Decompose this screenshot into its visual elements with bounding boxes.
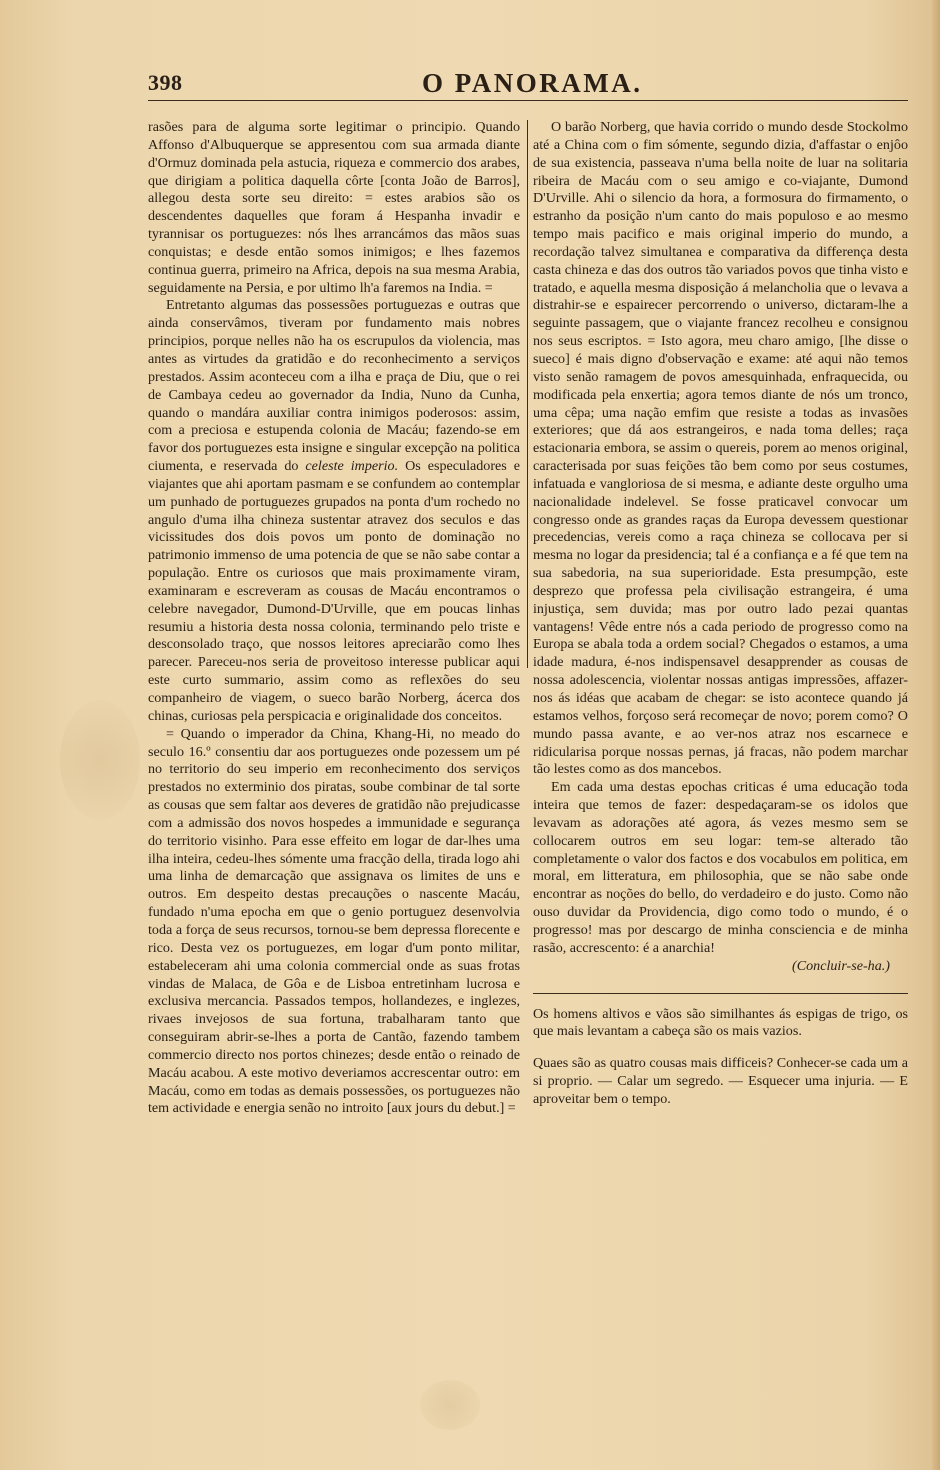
italic-phrase: celeste imperio. [305, 458, 399, 475]
column-divider [527, 120, 528, 668]
paragraph-text: Os especuladores e viajantes que ahi aportam pasmam e se confundem ao contemplar um punhado de portuguezes grupados na ponta d'um rochedo no angulo d'uma ilha chineza sustentar atravez dos seculos e das vicissitudes dos dois povos um ponto de dominação no patrimonio immenso de uma potencia de que se não sabe contar a população. Entre os curiosos que mais proximamente viram, examinaram e escreveram as cousas de Macáu encontramos o celebre navegador, Dumond-D'Urville, que em poucas linhas resumiu a historia desta nossa colonia, terminando pelo triste e desconsolado traço, que nossos leitores apreciarão como lhes parecer. Pareceu-nos seria de proveitoso interesse publicar aqui este curto summario, assim como as reflexões do seu companheiro de viagem, o sueco barão Norberg, ácerca dos chinas, curiosas pela perspicacia e originalidade dos conceitos. [148, 458, 520, 724]
paragraph [148, 297, 520, 725]
paragraph: O barão Norberg, que havia corrido o mundo desde Stockolmo até a China com o fim sómente, segundo dizia, d'affastar o enjôo de sua existencia, passeava n'uma bella noite de luar na solitaria ribeira de Macáu com o seu amigo e co-viajante, Dumond D'Urville. Ahi o silencio da hora, a formosura do firmamento, o estranho da posição n'um canto do mais populoso e ao mesmo tempo mais pacifico e mais original imperio do mundo, a recordação talvez simultanea e comparativa da differença desta casta chineza e das dos outros tão variados povos que tinha visto e tratado, e aquella mesma disposição á melancholia que o levava a distrahir-se e espairecer percorrendo o universo, dictaram-lhe a seguinte passagem, que o viajante francez recolheu e consignou nos seus escriptos. = Isto agora, meu charo amigo, [lhe disse o sueco] é mais digno d'observação e exame: até aqui não temos visto senão ramagem de povos amesquinhada, enfraquecida, ou modificada pela enxertia; agora temos diante de nós um tronco, uma cêpa; uma nação emfim que resiste a todas as invasões exteriores; que dá aos estrangeiros, e nada toma delles; raça estacionaria embora, se assim o quereis, porem ao menos original, caracterisada por suas feições tão bem como por seus costumes, infatuada e vangloriosa de si mesma, e adiante deste orgulho uma nacionalidade indelevel. Se fosse praticavel convocar um congresso onde as grandes raças da Europa devessem questionar precedencias, vereis como a raça chineza se collocava per si mesma no logar da presidencia; tal é a confiança e a fé que tem na sua sabedoria, na sua superioridade. Esta presumpção, este desprezo que professa pela civilisação estrangeira, é uma injustiça, sem duvida; mas por outro lado pezai quantas vantagens! Vêde entre nós a cada periodo de progresso como na Europa se abala toda a ordem social? Chegados o estamos, a uma idade madura, é-nos indispensavel desapprender as cousas de nossa adolescencia, violentar nossas antigas impressões, affazer-nos ás idéas que acabam de chegar: se isto acontece quando já estamos velhos, forçoso será recomeçar de novo; porem como? O mundo passa avante, e ao ver-nos atraz nos escarnece e ridicularisa porque nossas pernas, já fracas, não podem marchar tão lestes como as dos mancebos. [533, 119, 908, 778]
paragraph-text: Entretanto algumas das possessões portuguezas e outras que ainda conservâmos, tiveram por fundamento mais nobres principios, porque nelles não ha os escrupulos da violencia, mas antes as virtudes da gratidão e do reconhecimento a serviços prestados. Assim aconteceu com a ilha e praça de Diu, que o rei de Cambaya cedeu ao governador da India, Nuno da Cunha, quando o mandára auxiliar contra inimigos poderosos: assim, com a preciosa e estupenda colonia de Macáu; fazendo-se em favor dos portuguezes esta insigne e singular excepção na politica ciumenta, e reservada do [148, 297, 520, 475]
paragraph: = Quando o imperador da China, Khang-Hi, no meado do seculo 16.º consentiu dar aos portuguezes onde pozessem um pé no territorio do seu imperio em reconhecimento dos serviços prestados no exterminio dos piratas, soube combinar de tal sorte as cousas que sem faltar aos deveres de gratidão não prejudicasse com a admissão dos novos hospedes a immunidade e segurança do territorio visinho. Para esse effeito em logar de dar-lhes uma ilha inteira, cedeu-lhes sómente uma fracção della, tirada logo ahi uma linha de demarcação que assignava os limites de uns e outros. Em despeito destas precauções o nascente Macáu, fundado n'uma epocha em que o genio portuguez desenvolvia toda a força de seus recursos, tornou-se bem depressa florecente e rico. Desta vez os portuguezes, em logar d'um ponto militar, estabeleceram ahi uma colonia commercial onde as suas frotas vindas de Malaca, de Gôa e de Lisboa entretinham lucrosa e exclusiva mercancia. Passados tempos, hollandezes, e inglezes, rivaes invejosos de sua fortuna, trabalharam tanto que conseguiram abrir-se-lhes a porta de Cantão, fazendo tambem commercio directo nos portos chinezes; desde então o reinado de Macáu acabou. A este motivo deveriamos accrescentar outro: em Macáu, como em todas as demais possessões, os portuguezes não tem actividade e energia senão no introito [aux jours du debut.] = [148, 725, 520, 1117]
paper-stain [420, 1380, 480, 1430]
paper-stain [60, 700, 140, 820]
spacer [533, 1041, 908, 1055]
section-rule [533, 993, 908, 994]
maxim: Os homens altivos e vãos são similhantes ás espigas de trigo, os que mais levantam a cabeça são os mais vazios. [533, 1005, 908, 1040]
right-column [533, 119, 908, 1109]
page-header [148, 68, 908, 102]
masthead-title: O PANORAMA. [422, 68, 643, 98]
header-rule [148, 100, 908, 101]
maxim: Quaes são as quatro cousas mais difficeis? Conhecer-se cada um a si proprio. — Calar um segredo. — Esquecer uma injuria. — E aproveitar bem o tempo. [533, 1055, 908, 1107]
page-number: 398 [148, 70, 183, 95]
paragraph: Em cada uma destas epochas criticas é uma educação toda inteira que temos de fazer: despedaçaram-se os idolos que levavam as adorações até agora, ás vezes mesmo sem se collocarem outros em seu logar: tem-se alterado tão completamente o valor dos factos e dos vocabulos em politica, em moral, em litteratura, em philosophia, que se não sabe onde encontrar as noções do bello, do verdadeiro e do justo. Como não ouso duvidar da Providencia, digo como todo o mundo, é o progresso! mas por descargo de minha consciencia e de minha rasão, accrescento: é a anarchia! [533, 779, 908, 956]
paragraph: rasões para de alguma sorte legitimar o principio. Quando Affonso d'Albuquerque se appresentou com sua armada diante d'Ormuz dominada pela astucia, riqueza e commercio dos arabes, que dirigiam a politica daquella côrte [conta João de Barros], allegou desta sorte seu direito: = estes arabios são os descendentes daquelles que foram á Hespanha invadir e tyrannisar os portuguezes: nós lhes arrancámos das mãos suas conquistas; e desde então somos inimigos; e lhes fazemos continua guerra, primeiro na Africa, depois na sua mesma Arabia, seguidamente na Persia, e por ultimo lh'a faremos na India. = [148, 119, 520, 296]
page-edge [932, 0, 940, 1470]
continuation-note: (Concluir-se-ha.) [792, 957, 890, 974]
left-column [148, 119, 520, 1118]
